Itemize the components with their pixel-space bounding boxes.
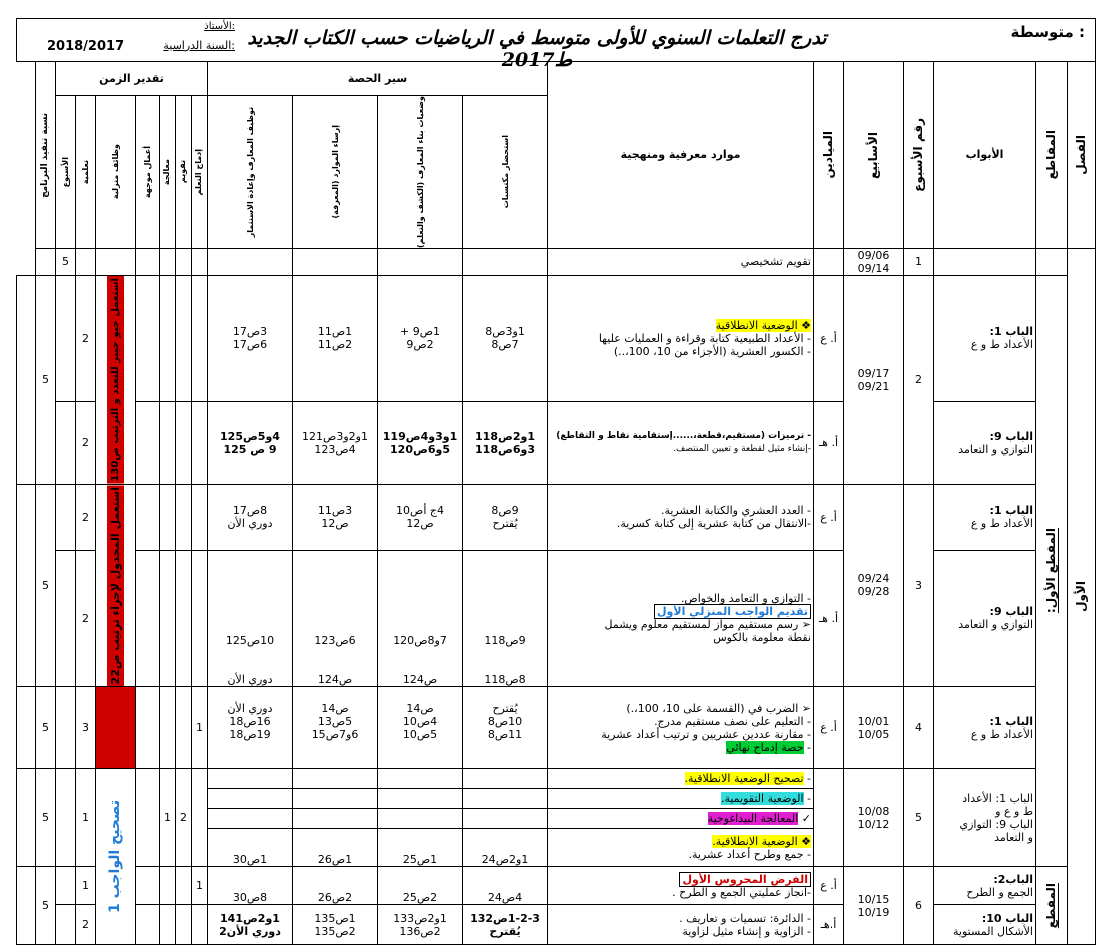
resource-text: تقويم تشخيصي bbox=[548, 248, 814, 275]
week-dates: 10/01 10/05 bbox=[844, 687, 904, 769]
field-cell: أ. هـ bbox=[814, 402, 844, 485]
year-label: السنة الدراسية: bbox=[163, 39, 235, 52]
chapter-cell: الباب 10: الأشكال المستوية bbox=[934, 905, 1036, 945]
flow-cell: ص14 4ص10 5ص10 bbox=[378, 687, 463, 769]
chapter-cell: الباب 1: الأعداد ط و ع و الباب 9: التوازي و التعامد bbox=[934, 769, 1036, 867]
col-completion: نسبة تنفيذ البرنامج bbox=[35, 62, 55, 249]
week-number: 4 bbox=[904, 687, 934, 769]
week-hours: 5 bbox=[35, 687, 55, 769]
week-number: 1 bbox=[904, 248, 934, 275]
col-time-estimate: تقدير الزمن bbox=[55, 62, 207, 96]
resource-text: - تصحيح الوضعية الانطلاقية. bbox=[548, 769, 814, 789]
flow-cell: 3ص11 ص12 bbox=[293, 484, 378, 550]
col-lesson-flow: سير الحصة bbox=[207, 62, 547, 96]
segment-1-cell: المقطع الأول: bbox=[1036, 275, 1068, 866]
flow-cell: 10ص125 دوري الأن bbox=[207, 550, 292, 686]
resource-text: - الوضعية التقويمية. bbox=[548, 789, 814, 809]
field-cell: أ. ع bbox=[814, 275, 844, 401]
table-row: الباب 9: التوازي و التعامد أ. هـ - التوازي و التعامد والخواص. تقديم الواجب المنزلي الأول ➢ رسم مستقيم مواز لمستقيم معلوم ويشمل نقطة معلومة بالكوس 9ص118 8ص118 7و8ص120 ص124 6ص123 ص124 10ص125 دوري الأن 2 bbox=[17, 550, 1096, 686]
resource-text: الفرض المحروس الأول -انجاز عمليتي الجمع و الطرح . bbox=[548, 867, 814, 905]
week-hours: 5 bbox=[35, 275, 55, 484]
chapter-cell: الباب 1: الأعداد ط و ع bbox=[934, 275, 1036, 401]
flow-cell: 2ص25 bbox=[378, 867, 463, 905]
flow-cell: 1و3ص8 7ص8 bbox=[463, 275, 548, 401]
table-row: الباب 1: الأعداد ط و ع 3 09/24 09/28 أ. ع - العدد العشري والكتابة العشرية. -الانتقال من كتابة عشرية إلى كتابة كسرية. 9ص8 يُقترح 4ج أص10 ص12 3ص11 ص12 8ص17 دوري الأن استعمل المجدول لإجراء ترتيب ص22 2 5 bbox=[17, 484, 1096, 550]
field-cell: أ.هـ bbox=[814, 905, 844, 945]
flow-cell: 8ص17 دوري الأن bbox=[207, 484, 292, 550]
week-dates: 09/06 09/14 bbox=[844, 248, 904, 275]
resource-text: - التوازي و التعامد والخواص. تقديم الواجب المنزلي الأول ➢ رسم مستقيم مواز لمستقيم معلوم ويشمل نقطة معلومة بالكوس bbox=[548, 550, 814, 686]
sub-time-2: تقويم bbox=[175, 96, 191, 249]
flow-cell: 9ص8 يُقترح bbox=[463, 484, 548, 550]
resource-text: ✓ المعالجة البيداغوجية bbox=[548, 809, 814, 829]
col-chapter: الفصل bbox=[1068, 62, 1096, 249]
chapter-cell: الباب 9: التوازي و التعامد bbox=[934, 550, 1036, 686]
flow-cell: 1ص135 2ص135 bbox=[293, 905, 378, 945]
table-row: الباب 1: الأعداد ط و ع و الباب 9: التوازي و التعامد 5 10/08 10/12 - تصحيح الوضعية الانطلاقية. 2 1 تصحيح الواجب 1 1 5 bbox=[17, 769, 1096, 789]
week-hours: 5 bbox=[35, 484, 55, 686]
flow-cell: ص14 5ص13 6و7ص15 bbox=[293, 687, 378, 769]
flow-cell: 1ص30 bbox=[207, 829, 292, 867]
col-fields: الميادين bbox=[814, 62, 844, 249]
flow-cell: يُقترح 10ص8 11ص8 bbox=[463, 687, 548, 769]
col-resources: موارد معرفية ومنهجية bbox=[548, 62, 814, 249]
flow-cell: 9ص118 8ص118 bbox=[463, 550, 548, 686]
sub-flow-4: توظيف المعارف وإعادة الاستثمار bbox=[207, 96, 292, 249]
flow-cell: 1ص9 + 2ص9 bbox=[378, 275, 463, 401]
segment-2-cell: المقطع bbox=[1036, 867, 1068, 945]
flow-cell: 4ج أص10 ص12 bbox=[378, 484, 463, 550]
table-row: المقطع الباب2: الجمع و الطرح 6 10/15 10/19 أ. ع الفرض المحروس الأول -انجاز عمليتي الجمع و الطرح . 4ص24 2ص25 2ص26 8ص30 1 1 5 bbox=[17, 867, 1096, 905]
sub-flow-2: وضعيات بناء المعارف (الكشف والتعلم) bbox=[378, 96, 463, 249]
flow-cell: 1و3و4ص119 5و6ص120 bbox=[378, 402, 463, 485]
flow-cell: 1و2ص141 دوري الأن2 bbox=[207, 905, 292, 945]
week-hours: 5 bbox=[35, 867, 55, 945]
flow-cell: 7و8ص120 ص124 bbox=[378, 550, 463, 686]
week-hours: 5 bbox=[35, 769, 55, 867]
sub-flow-3: إرساء الموارد (المعرفة) bbox=[293, 96, 378, 249]
flow-cell: 1و2ص133 2ص136 bbox=[378, 905, 463, 945]
resource-text: - ترميزات (مستقيم،قطعة،......إستقامية نقاط و التقاطع) -إنشاء مثيل لقطعة و تعيين المنتصف. bbox=[548, 402, 814, 485]
col-week-no: رقم الأسبوع bbox=[904, 62, 934, 249]
flow-cell: 1ص11 2ص11 bbox=[293, 275, 378, 401]
flow-cell: 1و2و3ص121 4ص123 bbox=[293, 402, 378, 485]
chapter-cell: الباب 1: الأعداد ط و ع bbox=[934, 687, 1036, 769]
flow-cell: 4ص24 bbox=[463, 867, 548, 905]
flow-cell: 4و5ص125 9 ص 125 bbox=[207, 402, 292, 485]
teacher-label: الأستاذ: bbox=[204, 21, 235, 32]
planning-sheet bbox=[16, 18, 1096, 938]
week-number: 6 bbox=[904, 867, 934, 945]
flow-cell: 1و2ص118 3و6ص118 bbox=[463, 402, 548, 485]
school-label: متوسطة : bbox=[1010, 23, 1085, 41]
table-row: الباب 1: الأعداد ط و ع 4 10/01 10/05 أ. ع ➢ الضرب في (القسمة على 10، 100،.) - التعليم على نصف مستقيم مدرج. - مقارنة عددين عشريين و ترتيب أعداد عشرية - حصة إدماج نهائي يُقترح 10ص8 11ص8 ص14 4ص10 5ص10 ص14 5ص13 6و7ص15 دوري الأن 16ص18 19ص18 1 3 5 bbox=[17, 687, 1096, 769]
week-number: 3 bbox=[904, 484, 934, 686]
sub-time-6: تعلمية bbox=[75, 96, 95, 249]
sub-time-3: معالجة bbox=[159, 96, 175, 249]
field-cell: أ. ع bbox=[814, 687, 844, 769]
sub-time-7: الأسبوع bbox=[55, 96, 75, 249]
planning-table bbox=[16, 61, 1096, 945]
table-row: الباب 9: التوازي و التعامد أ. هـ - ترميزات (مستقيم،قطعة،......إستقامية نقاط و التقاطع) -إنشاء مثيل لقطعة و تعيين المنتصف. 1و2ص118 3و6ص118 1و3و4ص119 5و6ص120 1و2و3ص121 4ص123 4و5ص125 9 ص 125 2 bbox=[17, 402, 1096, 485]
vertical-note-3: تصحيح الواجب 1 bbox=[95, 769, 135, 945]
flow-cell: 8ص30 bbox=[207, 867, 292, 905]
semester-cell: الأول bbox=[1068, 248, 1096, 944]
resource-text: - العدد العشري والكتابة العشرية. -الانتقال من كتابة عشرية إلى كتابة كسرية. bbox=[548, 484, 814, 550]
flow-cell: 6ص123 ص124 bbox=[293, 550, 378, 686]
flow-cell: دوري الأن 16ص18 19ص18 bbox=[207, 687, 292, 769]
chapter-cell: الباب 9: التوازي و التعامد bbox=[934, 402, 1036, 485]
table-row: المقطع الأول: الباب 1: الأعداد ط و ع 2 09/17 09/21 أ. ع ❖ الوضعية الانطلاقية - الأعداد الطبيعية كتابة وقراءة و العمليات عليها - الكسور العشرية (الأجزاء من 10، 100،..) 1و3ص8 7ص8 1ص9 + 2ص9 1ص11 2ص11 3ص17 6ص17 استعمل جيو جيبر للتعدد و الترتيب ص130 2 5 bbox=[17, 275, 1096, 401]
col-weeks: الأسابيع bbox=[844, 62, 904, 249]
week-number: 5 bbox=[904, 769, 934, 867]
school-year: 2018/2017 bbox=[47, 39, 125, 54]
week-dates: 10/08 10/12 bbox=[844, 769, 904, 867]
table-row: الباب 10: الأشكال المستوية أ.هـ - الدائرة: تسميات و تعاريف . - الزاوية و إنشاء مثيل لزاوية 1-2-3ص132 يُقترح 1و2ص133 2ص136 1ص135 2ص135 1و2ص141 دوري الأن2 2 bbox=[17, 905, 1096, 945]
flow-cell: 3ص17 6ص17 bbox=[207, 275, 292, 401]
week-dates: 09/24 09/28 bbox=[844, 484, 904, 686]
field-cell: أ. ع bbox=[814, 867, 844, 905]
week-dates: 09/17 09/21 bbox=[844, 275, 904, 484]
sub-time-4: أعمال موجهة bbox=[135, 96, 159, 249]
resource-text: ❖ الوضعية الانطلاقية - الأعداد الطبيعية كتابة وقراءة و العمليات عليها - الكسور العشرية (الأجزاء من 10، 100،..) bbox=[548, 275, 814, 401]
field-cell: أ. ع bbox=[814, 484, 844, 550]
week-dates: 10/15 10/19 bbox=[844, 867, 904, 945]
sub-time-1: إدماج التعلم bbox=[191, 96, 207, 249]
flow-cell: 1ص25 bbox=[378, 829, 463, 867]
week-hours: 5 bbox=[55, 248, 75, 275]
resource-text: ❖ الوضعية الانطلاقية. - جمع وطرح أعداد عشرية. bbox=[548, 829, 814, 867]
sheet-title: تدرج التعلمات السنوي للأولى متوسط في الرياضيات حسب الكتاب الجديد ط2017 bbox=[247, 27, 827, 71]
sheet-header bbox=[16, 18, 1096, 71]
flow-cell: 2ص26 bbox=[293, 867, 378, 905]
chapter-cell: الباب 1: الأعداد ط و ع bbox=[934, 484, 1036, 550]
flow-cell: 1و2ص24 bbox=[463, 829, 548, 867]
chapter-cell: الباب2: الجمع و الطرح bbox=[934, 867, 1036, 905]
col-domains: الأبواب bbox=[934, 62, 1036, 249]
vertical-note-1: استعمل جيو جيبر للتعدد و الترتيب ص130 bbox=[95, 275, 135, 484]
vertical-note-2: استعمل المجدول لإجراء ترتيب ص22 bbox=[95, 484, 135, 686]
col-segment: المقاطع bbox=[1036, 62, 1068, 249]
flow-cell: 1ص26 bbox=[293, 829, 378, 867]
resource-text: - الدائرة: تسميات و تعاريف . - الزاوية و إنشاء مثيل لزاوية bbox=[548, 905, 814, 945]
resource-text: ➢ الضرب في (القسمة على 10، 100،.) - التعليم على نصف مستقيم مدرج. - مقارنة عددين عشريين و ترتيب أعداد عشرية - حصة إدماج نهائي bbox=[548, 687, 814, 769]
sub-flow-1: استحضار مكتسبات bbox=[463, 96, 548, 249]
flow-cell: 1-2-3ص132 يُقترح bbox=[463, 905, 548, 945]
sub-time-5: وظائف منزلية bbox=[95, 96, 135, 249]
week-number: 2 bbox=[904, 275, 934, 484]
field-cell: أ. هـ bbox=[814, 550, 844, 686]
table-row bbox=[17, 248, 1096, 275]
